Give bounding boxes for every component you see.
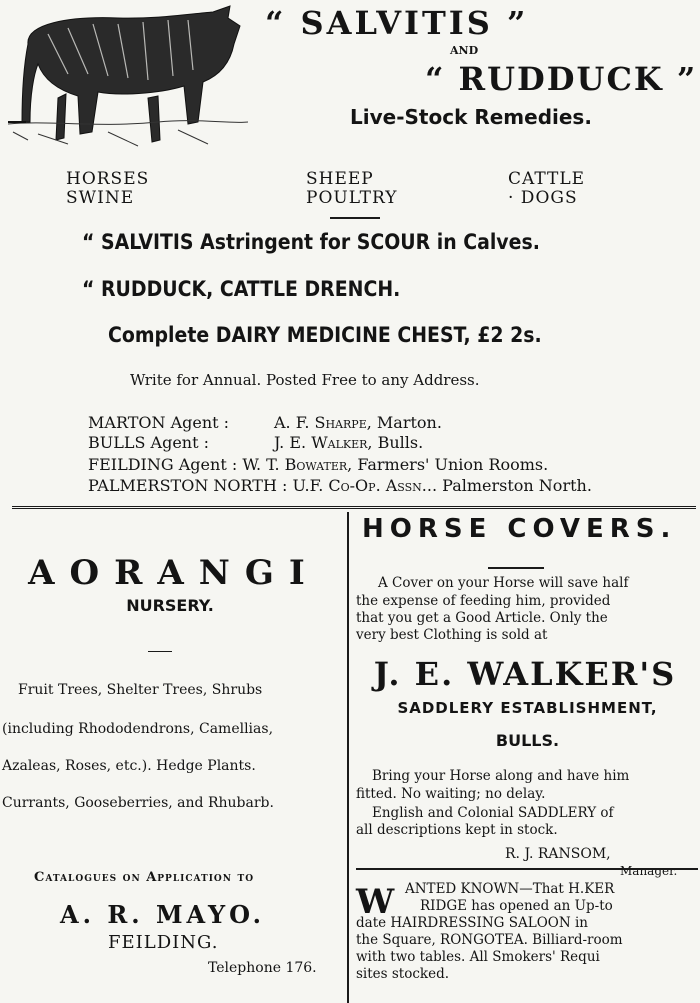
product-dairy-chest: Complete DAIRY MEDICINE CHEST, £2 2s.: [108, 323, 542, 347]
nursery-subtitle: NURSERY.: [126, 596, 214, 615]
agent-place: , Bulls.: [367, 433, 424, 452]
product-rudduck: “ RUDDUCK, CATTLE DRENCH.: [82, 277, 401, 301]
mayo-town: FEILDING.: [108, 932, 219, 953]
animal-column-1: [66, 170, 149, 208]
wanted-line-3: date HAIRDRESSING SALOON in: [356, 915, 588, 931]
agent-palmerston-north: [88, 476, 592, 496]
write-for-annual: Write for Annual. Posted Free to any Address.: [130, 371, 480, 389]
agent-label: MARTON Agent :: [88, 413, 230, 432]
agent-place: .. Palmerston North.: [426, 476, 592, 495]
agent-label: PALMERSTON NORTH :: [88, 476, 288, 495]
short-rule: [330, 217, 380, 219]
agent-place: , Marton.: [366, 413, 442, 432]
animal-cattle: CATTLE: [508, 169, 586, 189]
wanted-line-1: ANTED KNOWN—That H.KER: [405, 881, 615, 897]
wanted-line-4: the Square, RONGOTEA. Billiard-room: [356, 932, 623, 948]
manager-role: Manager.: [620, 864, 678, 878]
wanted-line-5: with two tables. All Smokers' Requi: [356, 949, 600, 965]
product-salvitis: “ SALVITIS Astringent for SCOUR in Calves.: [82, 230, 540, 254]
telephone: Telephone 176.: [208, 960, 317, 976]
aorangi-title: AORANGI: [28, 553, 320, 593]
horse-intro-1: A Cover on your Horse will save half: [378, 575, 629, 591]
nursery-line-3: Azaleas, Roses, etc.). Hedge Plants.: [2, 758, 256, 774]
wanted-line-6: sites stocked.: [356, 966, 450, 982]
walker-name: J. E. WALKER'S: [373, 655, 677, 693]
agent-label: FEILDING Agent :: [88, 455, 238, 474]
horse-intro-3: that you get a Good Article. Only the: [356, 610, 608, 626]
animal-poultry: POULTRY: [306, 188, 398, 208]
bull-illustration: [8, 4, 248, 154]
and-connector: AND: [450, 44, 479, 57]
animal-column-3: [508, 170, 585, 208]
horse-body-1: Bring your Horse along and have him: [372, 768, 630, 784]
horse-body-3: English and Colonial SADDLERY of: [372, 805, 614, 821]
section-divider: [12, 506, 696, 509]
ransom-signature: R. J. RANSOM,: [505, 846, 611, 862]
nursery-line-2: (including Rhododendrons, Camellias,: [2, 721, 274, 737]
short-rule: [148, 651, 172, 652]
hairdresser-divider: [356, 868, 698, 870]
horse-body-4: all descriptions kept in stock.: [356, 822, 558, 838]
animal-sheep: SHEEP: [306, 169, 374, 189]
animal-dogs: · DOGS: [508, 188, 578, 208]
drop-cap-w: W: [356, 882, 395, 922]
horse-covers-title: HORSE COVERS.: [362, 514, 677, 544]
agent-name: W. T. Bowater: [242, 455, 348, 474]
mayo-name: A. R. MAYO.: [60, 900, 265, 929]
live-stock-remedies-subtitle: Live-Stock Remedies.: [350, 105, 592, 129]
walker-town: BULLS.: [495, 731, 560, 750]
agent-place: , Farmers' Union Rooms.: [347, 455, 549, 474]
nursery-line-4: Currants, Gooseberries, and Rhubarb.: [2, 795, 274, 811]
agent-name: J. E. Walker: [274, 433, 368, 452]
agent-label: BULLS Agent :: [88, 433, 210, 452]
horse-intro-2: the expense of feeding him, provided: [356, 593, 611, 609]
short-rule: [488, 567, 544, 569]
animal-swine: SWINE: [66, 188, 135, 208]
column-divider: [347, 512, 349, 1003]
catalogues-line: Catalogues on Application to: [34, 870, 255, 885]
wanted-line-2: RIDGE has opened an Up-to: [420, 898, 613, 914]
rudduck-title: “ RUDDUCK ”: [425, 60, 698, 98]
agent-bulls: [88, 433, 423, 453]
horse-body-2: fitted. No waiting; no delay.: [356, 786, 546, 802]
agent-marton: [88, 413, 442, 433]
horse-intro-4: very best Clothing is sold at: [356, 627, 548, 643]
nursery-line-1: Fruit Trees, Shelter Trees, Shrubs: [18, 682, 263, 698]
agent-name: U.F. Co-Op. Assn.: [292, 476, 427, 495]
animal-column-2: [306, 170, 397, 208]
salvitis-title: “ SALVITIS ”: [265, 4, 529, 42]
agent-name: A. F. Sharpe: [274, 413, 367, 432]
animal-horses: HORSES: [66, 169, 150, 189]
saddlery-establishment: SADDLERY ESTABLISHMENT,: [397, 699, 658, 717]
agent-feilding: [88, 455, 548, 475]
